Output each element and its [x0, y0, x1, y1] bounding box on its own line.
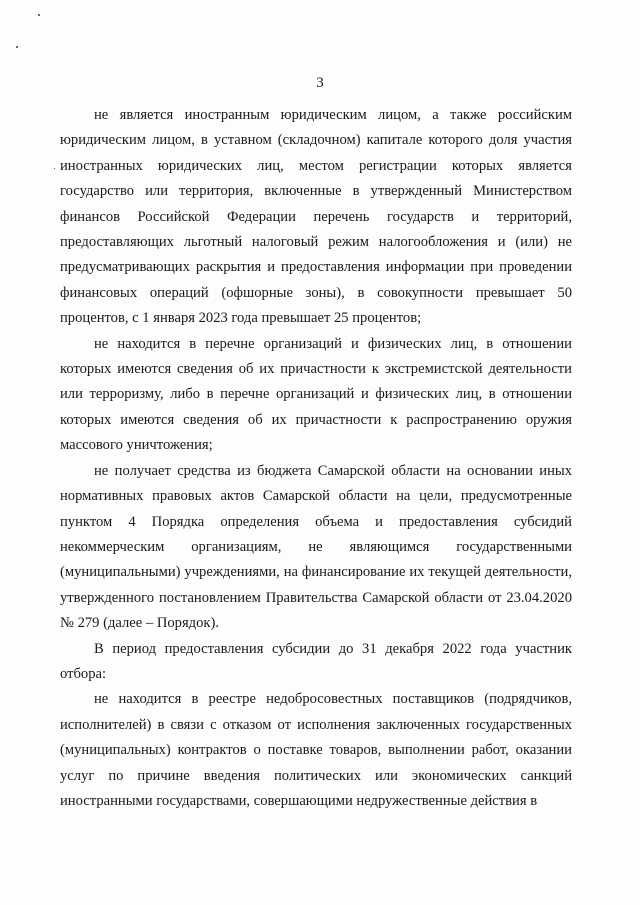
paragraph-unreliable-suppliers: не находится в реестре недобросовестных поставщиков (подрядчиков, исполнителей) в связи с отказом от исполнения заключенных государственных (муниципальных) контрактов о поставке товаров, выполнении работ, оказании услуг по причине введения политических или экономических санкций иностранными государствами, совершающими недружественные действия в	[60, 691, 572, 809]
page-number: 3	[316, 75, 324, 91]
scan-speck	[54, 168, 55, 169]
paragraph-subsidy-period: В период предоставления субсидии до 31 декабря 2022 года участник отбора:	[60, 640, 572, 682]
scan-speck	[16, 46, 18, 48]
scan-speck	[38, 14, 40, 16]
paragraph-foreign-entity: не является иностранным юридическим лицом, а также российским юридическим лицом, в уставном (складочном) капитале которого доля участия иностранных юридических лиц, местом регистрации которых является государство или территория, включенные в утвержденный Министерством финансов Российской Федерации перечень государств и территорий, предоставляющих льготный налоговый режим налогообложения и (или) не предусматривающих раскрытия и предоставления информации при проведении финансовых операций (офшорные зоны), в совокупности превышает 50 процентов, с 1 января 2023 года превышает 25 процентов;	[60, 107, 572, 327]
document-body	[60, 103, 572, 814]
paragraph-extremism-list: не находится в перечне организаций и физических лиц, в отношении которых имеются сведения об их причастности к экстремистской деятельности или терроризму, либо в перечне организаций и физических лиц, в отношении которых имеются сведения об их причастности к распространению оружия массового уничтожения;	[60, 335, 572, 454]
paragraph-budget-funds: не получает средства из бюджета Самарской области на основании иных нормативных правовых актов Самарской области на цели, предусмотренные пунктом 4 Порядка определения объема и предоставления субсидий некоммерческим организациям, не являющимся государственными (муниципальными) учреждениями, на финансирование их текущей деятельности, утвержденного постановлением Правительства Самарской области от 23.04.2020 № 279 (далее – Порядок).	[60, 462, 572, 632]
